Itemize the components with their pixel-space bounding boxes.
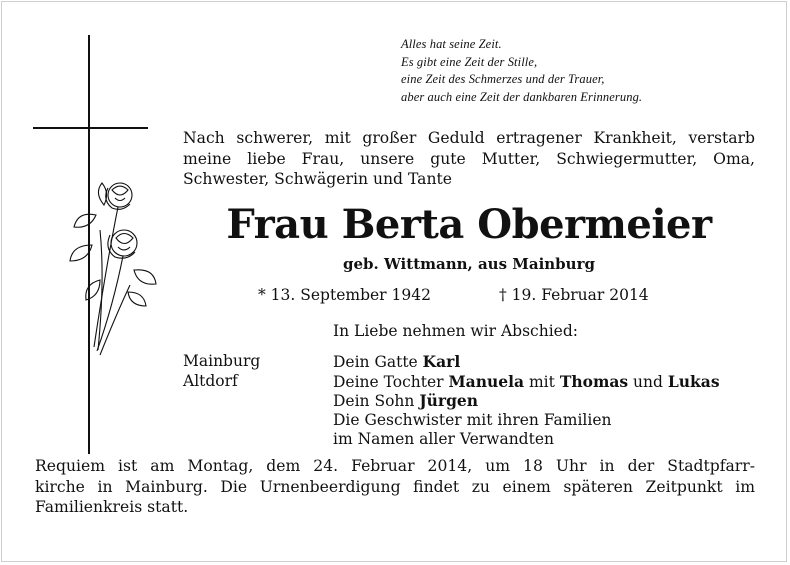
intro-line: Schwester, Schwägerin und Tante <box>183 170 452 188</box>
requiem-info <box>35 456 755 518</box>
intro-line: meine liebe Frau, unsere gute Mutter, Schwiegermutter, Oma, <box>183 149 755 168</box>
mourner-name: Jürgen <box>419 391 479 410</box>
place-name: Mainburg <box>183 352 261 370</box>
nee-line: geb. Wittmann, aus Mainburg <box>343 255 595 273</box>
mourner-text: Dein Sohn <box>333 392 420 410</box>
requiem-line: kirche in Mainburg. Die Urnenbeerdigung findet zu einem späteren Zeitpunkt im <box>35 477 755 496</box>
poem <box>401 36 642 106</box>
death-date: † 19. Februar 2014 <box>499 286 649 304</box>
places-column <box>183 352 260 391</box>
poem-line: aber auch eine Zeit der dankbaren Erinnerung. <box>401 89 643 104</box>
roses-icon <box>70 183 156 355</box>
mourners-list <box>333 352 720 450</box>
mourner-name: Karl <box>422 352 461 371</box>
mourner-name: Manuela <box>448 371 525 391</box>
mourner-name: Lukas <box>667 371 720 391</box>
mourner-name: Thomas <box>559 371 629 391</box>
deceased-name: Frau Berta Obermeier <box>226 201 712 248</box>
mourner-text: Dein Gatte <box>333 353 423 371</box>
poem-line: eine Zeit des Schmerzes und der Trauer, <box>401 72 605 86</box>
place-name: Altdorf <box>183 371 238 390</box>
mourner-text: mit <box>524 372 560 391</box>
mourner-line <box>333 352 720 372</box>
mourner-line: im Namen aller Verwandten <box>333 430 554 448</box>
birth-date: * 13. September 1942 <box>258 286 431 304</box>
mourner-line: Die Geschwister mit ihren Familien <box>333 410 612 429</box>
mourner-line <box>333 372 720 392</box>
mourner-text: und <box>628 372 668 391</box>
requiem-line: Requiem ist am Montag, dem 24. Februar 2014, um 18 Uhr in der Stadtpfarr- <box>35 457 755 475</box>
intro-line: Nach schwerer, mit großer Geduld ertragener Krankheit, verstarb <box>183 129 755 147</box>
cross-and-roses <box>30 30 170 460</box>
mourner-line <box>333 391 720 411</box>
mourner-text: Deine Tochter <box>333 372 449 391</box>
requiem-line: Familienkreis statt. <box>35 498 189 516</box>
farewell-heading: In Liebe nehmen wir Abschied: <box>333 322 578 340</box>
poem-line: Es gibt eine Zeit der Stille, <box>401 54 538 69</box>
poem-line: Alles hat seine Zeit. <box>401 37 502 51</box>
intro-text <box>183 128 755 190</box>
